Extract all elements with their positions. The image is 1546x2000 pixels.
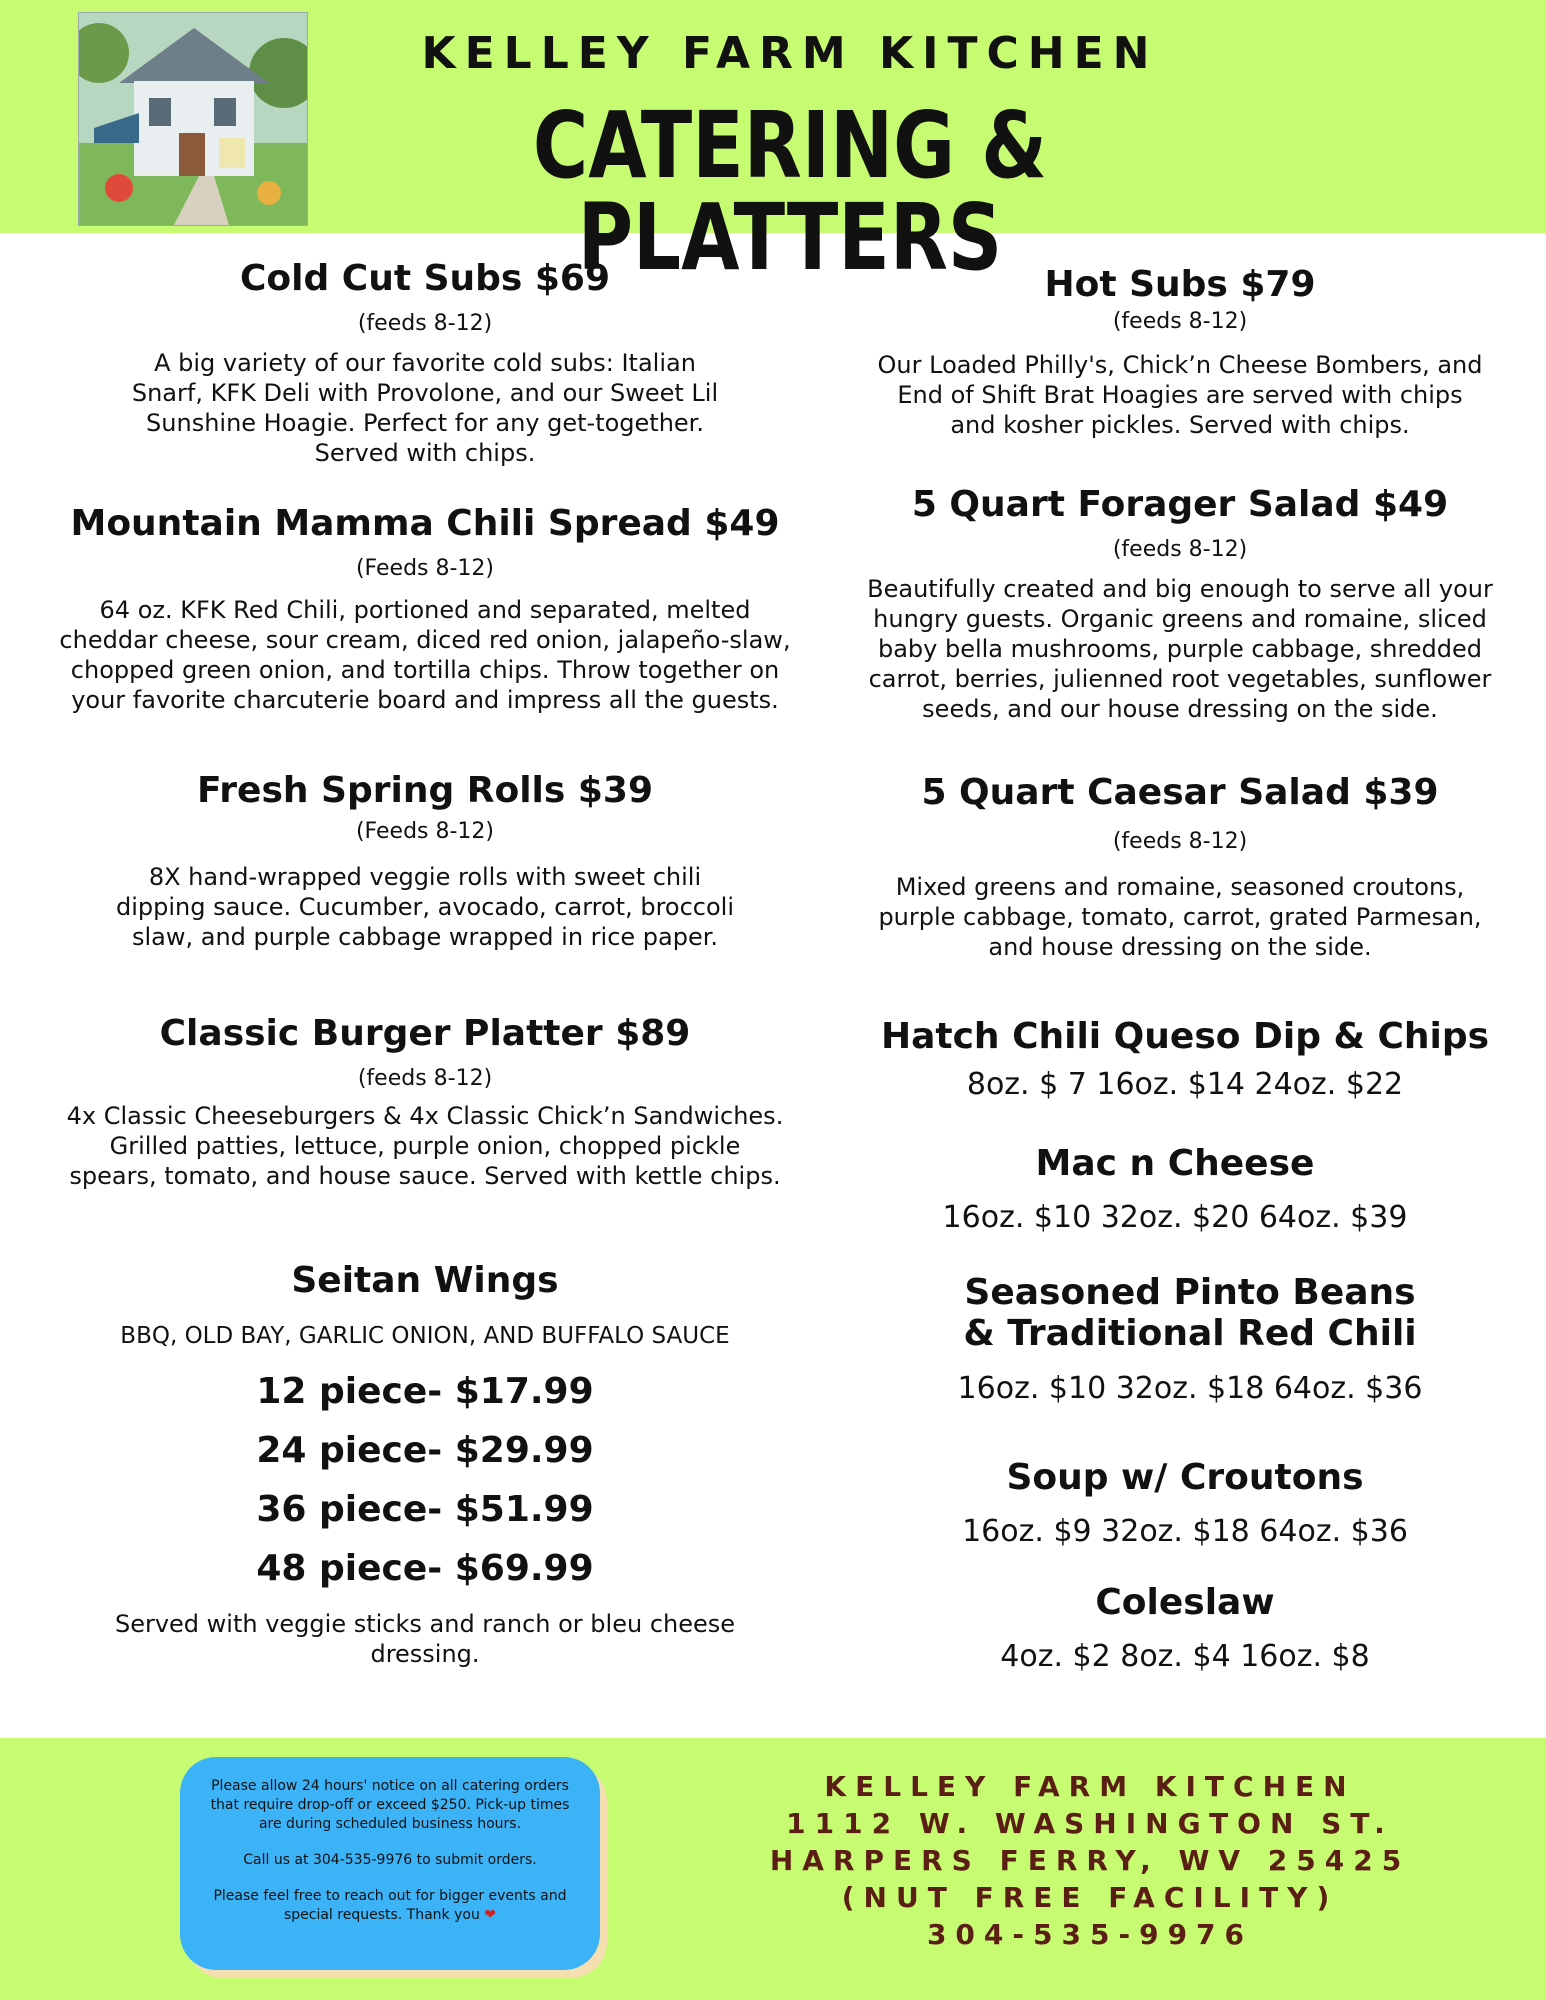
item-feeds: (feeds 8-12) [1112,537,1248,563]
item-feeds: (Feeds 8-12) [355,556,495,582]
address-nut-free: (NUT FREE FACILITY) [841,1881,1339,1914]
address-city: HARPERS FERRY, WV 25425 [769,1844,1411,1877]
page-title: CATERING & PLATTERS [532,92,1048,291]
menu-item-seitan-wings [20,1260,830,1669]
address-phone: 304-535-9976 [926,1918,1254,1951]
size-prices: 16oz. $9 32oz. $18 64oz. $36 [962,1514,1408,1550]
item-title-line-1: Seasoned Pinto Beans [964,1272,1416,1313]
brand-name: KELLEY FARM KITCHEN [421,28,1159,79]
item-title: Cold Cut Subs $69 [239,258,611,299]
wing-price-12: 12 piece- $17.99 [256,1371,594,1413]
heart-icon: ❤ [484,1907,497,1923]
menu-item-coleslaw [840,1582,1530,1674]
item-title: Hot Subs $79 [1044,264,1316,305]
item-feeds: (feeds 8-12) [357,311,493,337]
address-block [700,1768,1480,1953]
menu-item-burger-platter [20,1013,830,1191]
item-title: Mac n Cheese [1035,1143,1315,1184]
menu-item-chili-spread [20,503,830,715]
item-title: Coleslaw [1095,1582,1275,1623]
item-title: Hatch Chili Queso Dip & Chips [880,1016,1490,1057]
item-title: Soup w/ Croutons [1006,1457,1364,1498]
menu-item-forager-salad [840,484,1520,724]
address-business-name: KELLEY FARM KITCHEN [824,1770,1356,1803]
item-title: 5 Quart Forager Salad $49 [911,484,1449,525]
size-prices: 4oz. $2 8oz. $4 16oz. $8 [1000,1639,1370,1675]
item-description: 4x Classic Cheeseburgers & 4x Classic Chick’n Sandwiches. Grilled patties, lettuce, purple onion, chopped pickle spears, tomato, and house sauce. Served with kettle chips. [66,1102,784,1191]
farmhouse-logo-image [78,12,308,226]
notice-paragraph: Please allow 24 hours' notice on all catering orders that require drop-off or exceed $250. Pick-up times are during scheduled business hours. [210,1778,570,1832]
address-street: 1112 W. WASHINGTON ST. [786,1807,1394,1840]
menu-item-queso-dip [840,1016,1530,1102]
item-title: Seitan Wings [291,1260,559,1301]
notice-closing: Please feel free to reach out for bigger events and special requests. Thank you ❤ [213,1888,567,1923]
item-title: Mountain Mamma Chili Spread $49 [70,503,780,544]
item-description: Our Loaded Philly's, Chick’n Cheese Bombers, and End of Shift Brat Hoagies are served with chips and kosher pickles. Served with chips. [877,351,1483,440]
item-description: 8X hand-wrapped veggie rolls with sweet chili dipping sauce. Cucumber, avocado, carrot, broccoli slaw, and purple cabbage wrapped in rice paper. [115,863,734,952]
wing-price-24: 24 piece- $29.99 [256,1430,594,1472]
farmhouse-illustration [79,13,307,225]
item-feeds: (Feeds 8-12) [355,819,495,845]
item-description: 64 oz. KFK Red Chili, portioned and separated, melted cheddar cheese, sour cream, diced red onion, jalapeño-slaw, chopped green onion, and tortilla chips. Throw together on your favorite charcuterie board and impress all the guests. [59,596,791,715]
wing-price-36: 36 piece- $51.99 [256,1489,594,1531]
wing-price-48: 48 piece- $69.99 [256,1548,594,1590]
catering-notice-card [180,1757,600,1970]
size-prices: 16oz. $10 32oz. $18 64oz. $36 [957,1370,1423,1406]
wing-sauces: BBQ, OLD BAY, GARLIC ONION, AND BUFFALO SAUCE [120,1323,730,1350]
menu-item-beans-chili [840,1272,1540,1406]
notice-phone: Call us at 304-535-9976 to submit orders. [243,1852,537,1868]
menu-item-mac-n-cheese [840,1143,1510,1235]
item-description: A big variety of our favorite cold subs: Italian Snarf, KFK Deli with Provolone, and our Sweet Lil Sunshine Hoagie. Perfect for any get-together. Served with chips. [131,349,719,468]
menu-item-hot-subs [840,264,1520,440]
item-title: Fresh Spring Rolls $39 [196,770,653,811]
item-feeds: (feeds 8-12) [1112,309,1248,335]
item-title: 5 Quart Caesar Salad $39 [921,772,1439,813]
item-title-line-2: & Traditional Red Chili [963,1313,1417,1355]
item-title: Classic Burger Platter $89 [159,1013,691,1054]
item-description: Mixed greens and romaine, seasoned croutons, purple cabbage, tomato, carrot, grated Parmesan, and house dressing on the side. [878,873,1482,962]
menu-item-soup [840,1457,1530,1549]
item-feeds: (feeds 8-12) [357,1066,493,1092]
size-prices: 16oz. $10 32oz. $20 64oz. $39 [942,1200,1408,1236]
item-feeds: (feeds 8-12) [1112,829,1248,855]
menu-item-cold-cut-subs [20,258,830,468]
wing-serving-note: Served with veggie sticks and ranch or bleu cheese dressing. [114,1610,736,1669]
menu-item-caesar-salad [840,772,1520,962]
size-prices: 8oz. $ 7 16oz. $14 24oz. $22 [966,1067,1404,1103]
menu-item-spring-rolls [20,770,830,952]
item-description: Beautifully created and big enough to serve all your hungry guests. Organic greens and romaine, sliced baby bella mushrooms, purple cabbage, shredded carrot, berries, julienned root vegetables, sunflower seeds, and our house dressing on the side. [867,575,1493,724]
